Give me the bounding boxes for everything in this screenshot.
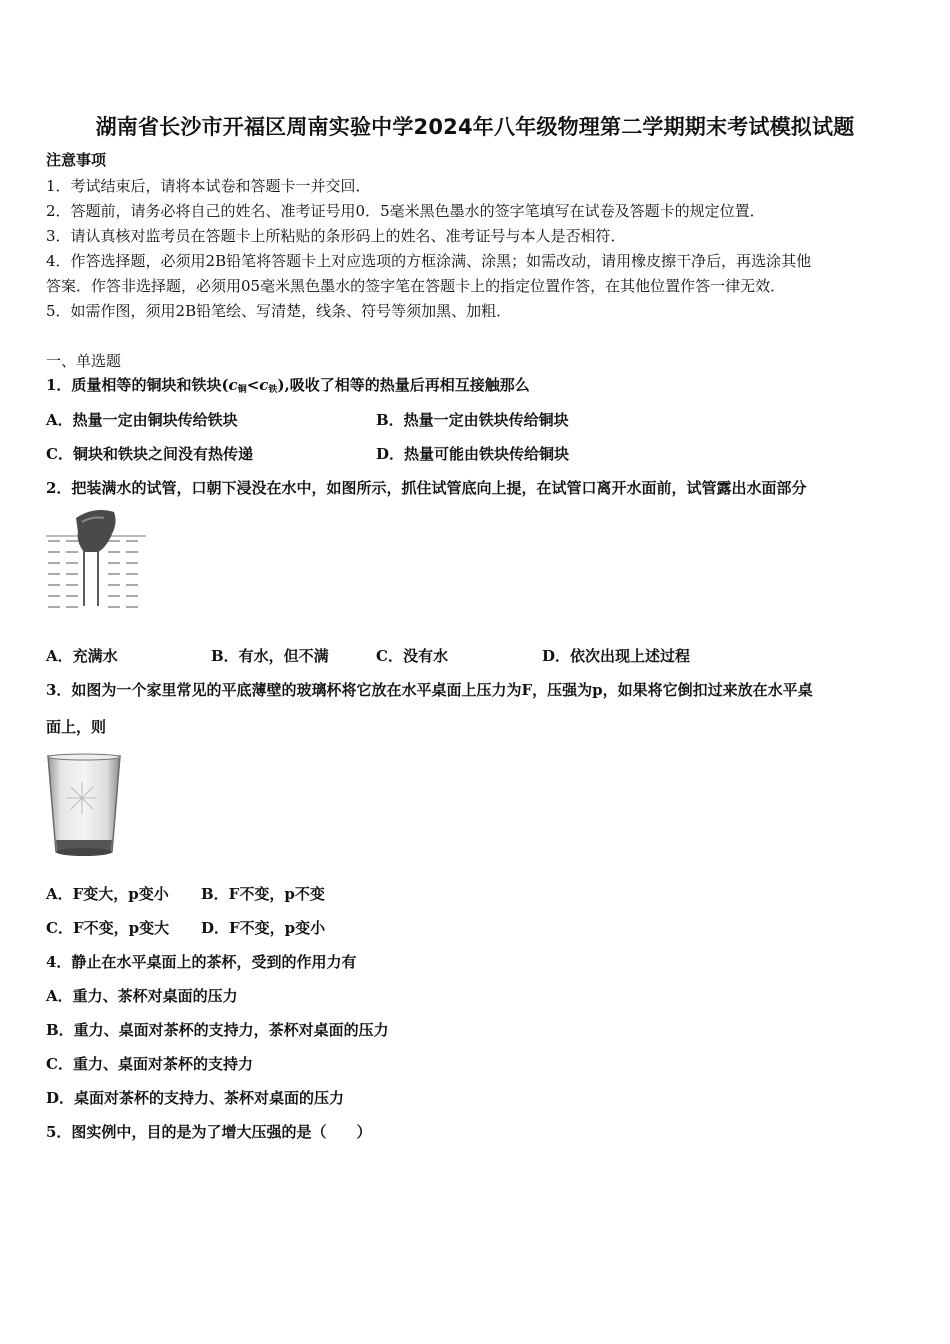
notice-item: 3．请认真核对监考员在答题卡上所粘贴的条形码上的姓名、准考证号与本人是否相符． <box>46 227 626 245</box>
q1-stem-post: ),吸收了相等的热量后再相互接触那么 <box>277 376 530 394</box>
q3-option-c: C．F不变，p变大 <box>46 919 170 937</box>
section-title: 一、单选题 <box>46 352 122 370</box>
notice-item: 2．答题前，请务必将自己的姓名、准考证号用0．5毫米黑色墨水的签字笔填写在试卷及答题卡的规定位置． <box>46 202 765 220</box>
q4-option-d: D．桌面对茶杯的支持力、茶杯对桌面的压力 <box>46 1089 345 1107</box>
question-1-stem <box>46 375 530 400</box>
notice-item: 5．如需作图，须用2B铅笔绘、写清楚，线条、符号等须加黑、加粗． <box>46 302 512 320</box>
q1-stem-pre: 1．质量相等的铜块和铁块( <box>46 376 229 394</box>
q3-option-d: D．F不变，p变小 <box>201 919 326 937</box>
q4-option-b: B．重力、桌面对茶杯的支持力，茶杯对桌面的压力 <box>46 1021 389 1039</box>
question-3-stem-line1: 3．如图为一个家里常见的平底薄壁的玻璃杯将它放在水平桌面上压力为F，压强为p，如果将它倒扣过来放在水平桌 <box>46 681 813 699</box>
q1-symbol-c: c <box>228 376 238 394</box>
question-3-stem-line2: 面上，则 <box>46 718 107 736</box>
q2-option-a: A．充满水 <box>46 647 118 665</box>
q1-less-than: < <box>246 376 260 394</box>
q2-option-c: C．没有水 <box>376 647 448 665</box>
q1-option-a: A．热量一定由铜块传给铁块 <box>46 411 238 429</box>
notice-item: 答案．作答非选择题，必须用05毫米黑色墨水的签字笔在答题卡上的指定位置作答，在其他位置作答一律无效． <box>46 277 786 295</box>
question-5-stem: 5．图实例中，目的是为了增大压强的是（ ） <box>46 1123 372 1141</box>
q4-option-a: A．重力、茶杯对桌面的压力 <box>46 987 238 1005</box>
q2-option-b: B．有水，但不满 <box>211 647 329 665</box>
q2-option-d: D．依次出现上述过程 <box>542 647 691 665</box>
q3-option-b: B．F不变，p不变 <box>201 885 325 903</box>
q4-option-c: C．重力、桌面对茶杯的支持力 <box>46 1055 253 1073</box>
q3-option-a: A．F变大，p变小 <box>46 885 169 903</box>
notice-item: 1．考试结束后，请将本试卷和答题卡一并交回． <box>46 177 371 195</box>
q1-symbol-c: c <box>259 376 269 394</box>
q1-option-d: D．热量可能由铁块传给铜块 <box>376 445 570 463</box>
q1-subscript-iron: 铁 <box>268 385 278 395</box>
q1-option-b: B．热量一定由铁块传给铜块 <box>376 411 569 429</box>
q1-option-c: C．铜块和铁块之间没有热传递 <box>46 445 253 463</box>
notice-item: 4．作答选择题，必须用2B铅笔将答题卡上对应选项的方框涂满、涂黑；如需改动，请用橡皮擦干净后，再选涂其他 <box>46 252 812 270</box>
glass-cup-figure <box>45 752 123 862</box>
page-title: 湖南省长沙市开福区周南实验中学2024年八年级物理第二学期期末考试模拟试题 <box>95 115 855 139</box>
notice-heading: 注意事项 <box>46 151 107 169</box>
q1-subscript-copper: 铜 <box>237 385 247 395</box>
question-4-stem: 4．静止在水平桌面上的茶杯，受到的作用力有 <box>46 953 357 971</box>
question-2-stem: 2．把装满水的试管，口朝下浸没在水中，如图所示，抓住试管底向上提，在试管口离开水面前，试管露出水面部分 <box>46 479 807 497</box>
test-tube-in-water-figure <box>46 508 148 614</box>
